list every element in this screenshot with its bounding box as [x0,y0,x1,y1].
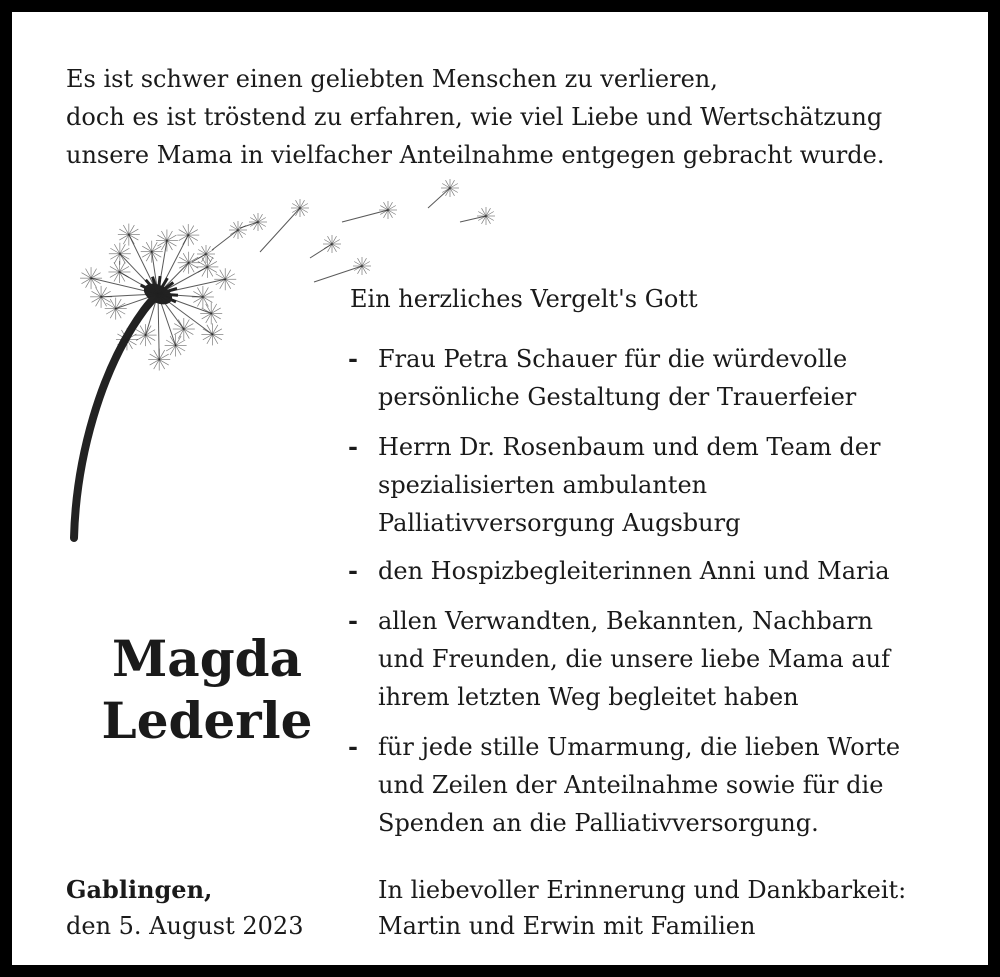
dash-bullet: - [348,606,358,635]
dash-bullet: - [348,556,358,585]
list-item-line: Palliativversorgung Augsburg [378,509,741,537]
town: Gablingen, [66,875,213,904]
list-item-line: den Hospizbegleiterinnen Anni und Maria [378,557,890,585]
thanks-heading: Ein herzliches Vergelt's Gott [350,285,698,313]
list-item-line: ihrem letzten Weg begleitet haben [378,683,799,711]
intro-line: unsere Mama in vielfacher Anteilnahme entgegen gebracht wurde. [66,141,885,169]
signature-names: Martin und Erwin mit Familien [378,912,756,940]
list-item-line: Spenden an die Palliativversorgung. [378,809,819,837]
list-item-line: und Freunden, die unsere liebe Mama auf [378,645,891,673]
first-name: Magda [111,629,303,688]
dash-bullet: - [348,432,358,461]
dash-bullet: - [348,344,358,373]
last-name: Lederle [101,691,313,750]
list-item-line: und Zeilen der Anteilnahme sowie für die [378,771,884,799]
place-and-date [66,872,303,944]
intro-text [66,60,986,174]
signature [378,872,906,944]
deceased-name [72,628,342,752]
list-item-line: Frau Petra Schauer für die würdevolle [378,345,848,373]
signature-line: In liebevoller Erinnerung und Dankbarkeit: [378,876,907,904]
list-item-line: Herrn Dr. Rosenbaum und dem Team der [378,433,881,461]
list-item-line: für jede stille Umarmung, die lieben Worte [378,733,901,761]
list-item-line: spezialisierten ambulanten [378,471,708,499]
date: den 5. August 2023 [66,912,304,940]
dash-bullet: - [348,732,358,761]
intro-line: Es ist schwer einen geliebten Menschen zu verlieren, [66,65,718,93]
intro-line: doch es ist tröstend zu erfahren, wie viel Liebe und Wertschätzung [66,103,883,131]
list-item-line: persönliche Gestaltung der Trauerfeier [378,383,857,411]
list-item-line: allen Verwandten, Bekannten, Nachbarn [378,607,873,635]
